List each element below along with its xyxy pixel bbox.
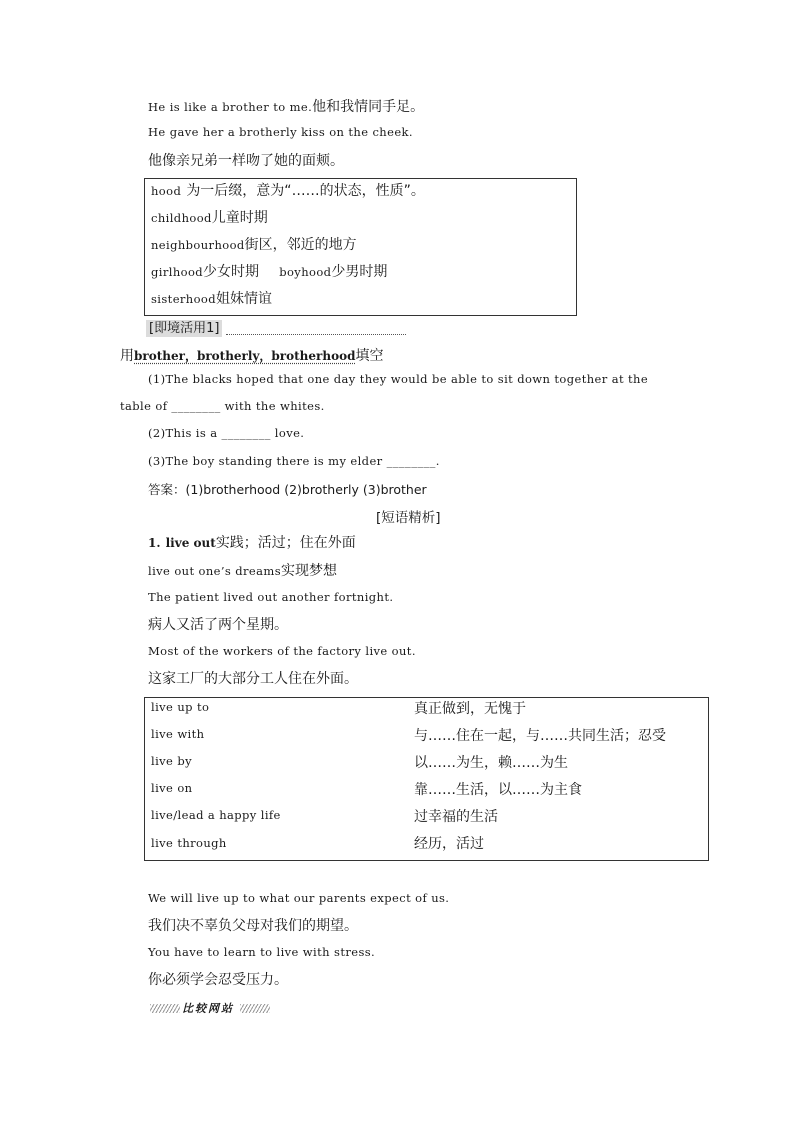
phrase-table-cn: 真正做到，无愧于 xyxy=(414,701,526,717)
phrase-table-cn: 过幸福的生活 xyxy=(414,809,498,825)
phrase-table-en: live on xyxy=(151,781,193,795)
phrase-example-1-cn: 实现梦想 xyxy=(281,563,337,579)
example-2-cn: 你必须学会忍受压力。 xyxy=(148,972,288,988)
question-2: (2)This is a ________ love. xyxy=(148,426,305,440)
hood-word: hood xyxy=(151,184,182,198)
phrase-table-en: live by xyxy=(151,754,192,768)
hood-item-en: neighbourhood xyxy=(151,238,245,252)
intro-line-1-en: He is like a brother to me. xyxy=(148,100,313,114)
phrase-example-3-en: Most of the workers of the factory live out. xyxy=(148,644,416,658)
hood-item-en: sisterhood xyxy=(151,292,217,306)
example-2-en: You have to learn to live with stress. xyxy=(148,945,376,959)
phrase-table-cn: 与……住在一起，与……共同生活；忍受 xyxy=(414,728,666,744)
phrase-example-2-en: The patient lived out another fortnight. xyxy=(148,590,394,604)
phrase-item-cn: 实践；活过；住在外面 xyxy=(215,535,356,551)
hood-item-cn: 少女时期 xyxy=(203,264,260,280)
hood-item-cn: 儿童时期 xyxy=(211,210,268,226)
phrase-table-en: live through xyxy=(151,836,227,850)
phrase-item-number: 1. xyxy=(148,536,161,550)
phrase-table xyxy=(144,697,709,861)
phrase-table-cn: 靠……生活，以……为主食 xyxy=(414,782,582,798)
instruction-prefix: 用 xyxy=(120,348,134,364)
example-1-en: We will live up to what our parents expect of us. xyxy=(148,891,450,905)
phrase-example-1-en: live out one’s dreams xyxy=(148,564,281,578)
phrase-table-en: live up to xyxy=(151,700,210,714)
phrase-table-cn: 以……为生，赖……为生 xyxy=(414,755,568,771)
hood-meaning: 为一后缀，意为“……的状态，性质”。 xyxy=(186,183,425,199)
intro-line-1-cn: 他和我情同手足。 xyxy=(312,99,425,115)
hood-item-sisterhood xyxy=(151,288,272,308)
intro-line-3: 他像亲兄弟一样吻了她的面颊。 xyxy=(148,153,344,169)
phrase-example-3-cn: 这家工厂的大部分工人住在外面。 xyxy=(148,671,358,687)
phrase-section-heading: [短语精析] xyxy=(376,510,441,526)
question-1-line-2: table of ________ with the whites. xyxy=(120,399,325,413)
practice-instruction xyxy=(120,345,383,365)
example-1-cn: 我们决不辜负父母对我们的期望。 xyxy=(148,918,358,934)
question-1-line-1: (1)The blacks hoped that one day they would be able to sit down together at the xyxy=(148,372,649,386)
answer-line: 答案：(1)brotherhood (2)brotherly (3)brother xyxy=(148,482,427,497)
phrase-item-live-out xyxy=(148,532,356,552)
question-3: (3)The boy standing there is my elder ________. xyxy=(148,454,440,468)
phrase-table-cn: 经历，活过 xyxy=(414,836,484,852)
footer-stripe-right xyxy=(240,1004,270,1013)
hood-note-title xyxy=(151,180,425,200)
instruction-suffix: 填空 xyxy=(355,348,384,364)
phrase-table-en: live with xyxy=(151,727,205,741)
hood-item-cn: 街区，邻近的地方 xyxy=(244,237,357,253)
intro-line-1 xyxy=(148,96,424,116)
hood-item-cn: 姐妹情谊 xyxy=(216,291,273,307)
hood-item-childhood xyxy=(151,207,268,227)
practice-tag-dotted-rule xyxy=(226,334,406,335)
hood-item-en: boyhood xyxy=(279,265,332,279)
footer-label: 比较网站 xyxy=(182,1002,234,1015)
instruction-words: brother，brotherly，brotherhood xyxy=(134,349,356,363)
phrase-table-en: live/lead a happy life xyxy=(151,808,281,822)
footer-stripe-left xyxy=(150,1004,180,1013)
intro-line-2: He gave her a brotherly kiss on the cheek. xyxy=(148,125,413,139)
practice-tag: [即境活用1] xyxy=(146,320,222,337)
hood-item-neighbourhood xyxy=(151,234,357,254)
hood-item-girlhood-boyhood xyxy=(151,261,387,281)
phrase-example-1 xyxy=(148,560,337,580)
hood-note-box xyxy=(144,178,577,316)
hood-item-en: childhood xyxy=(151,211,212,225)
hood-item-en: girlhood xyxy=(151,265,204,279)
phrase-example-2-cn: 病人又活了两个星期。 xyxy=(148,617,288,633)
hood-item-cn: 少男时期 xyxy=(331,264,388,280)
phrase-item-en: live out xyxy=(165,536,216,550)
